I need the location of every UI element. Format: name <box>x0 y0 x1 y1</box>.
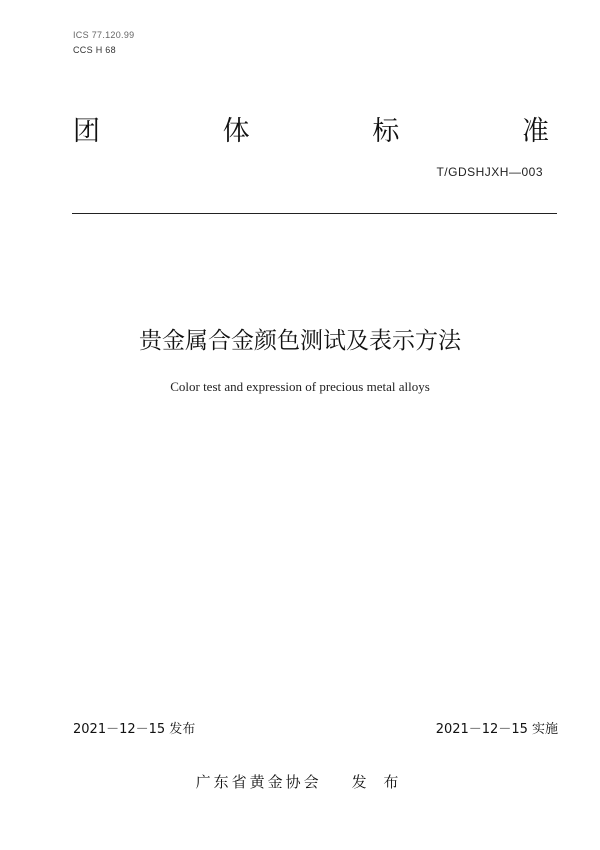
ics-code: ICS 77.120.99 <box>73 30 135 40</box>
ccs-code: CCS H 68 <box>73 45 116 55</box>
issuer-name: 广东省黄金协会 <box>195 773 322 791</box>
issue-label: 发 布 <box>351 773 405 791</box>
document-title-english: Color test and expression of precious metal alloys <box>170 379 430 394</box>
standard-type-char: 标 <box>372 116 400 147</box>
standard-code: T/GDSHJXH—003 <box>436 165 543 179</box>
publish-date: 2021－12－15 发布 <box>73 722 196 737</box>
issuer-line <box>0 771 600 792</box>
standard-type-char: 体 <box>222 116 250 147</box>
standard-type-char: 团 <box>73 116 100 147</box>
standard-type-heading <box>73 116 549 148</box>
header-divider <box>72 213 557 214</box>
implementation-date: 2021－12－15 实施 <box>435 722 558 737</box>
standard-type-char: 准 <box>521 116 549 147</box>
document-title-chinese: 贵金属合金颜色测试及表示方法 <box>139 328 461 354</box>
